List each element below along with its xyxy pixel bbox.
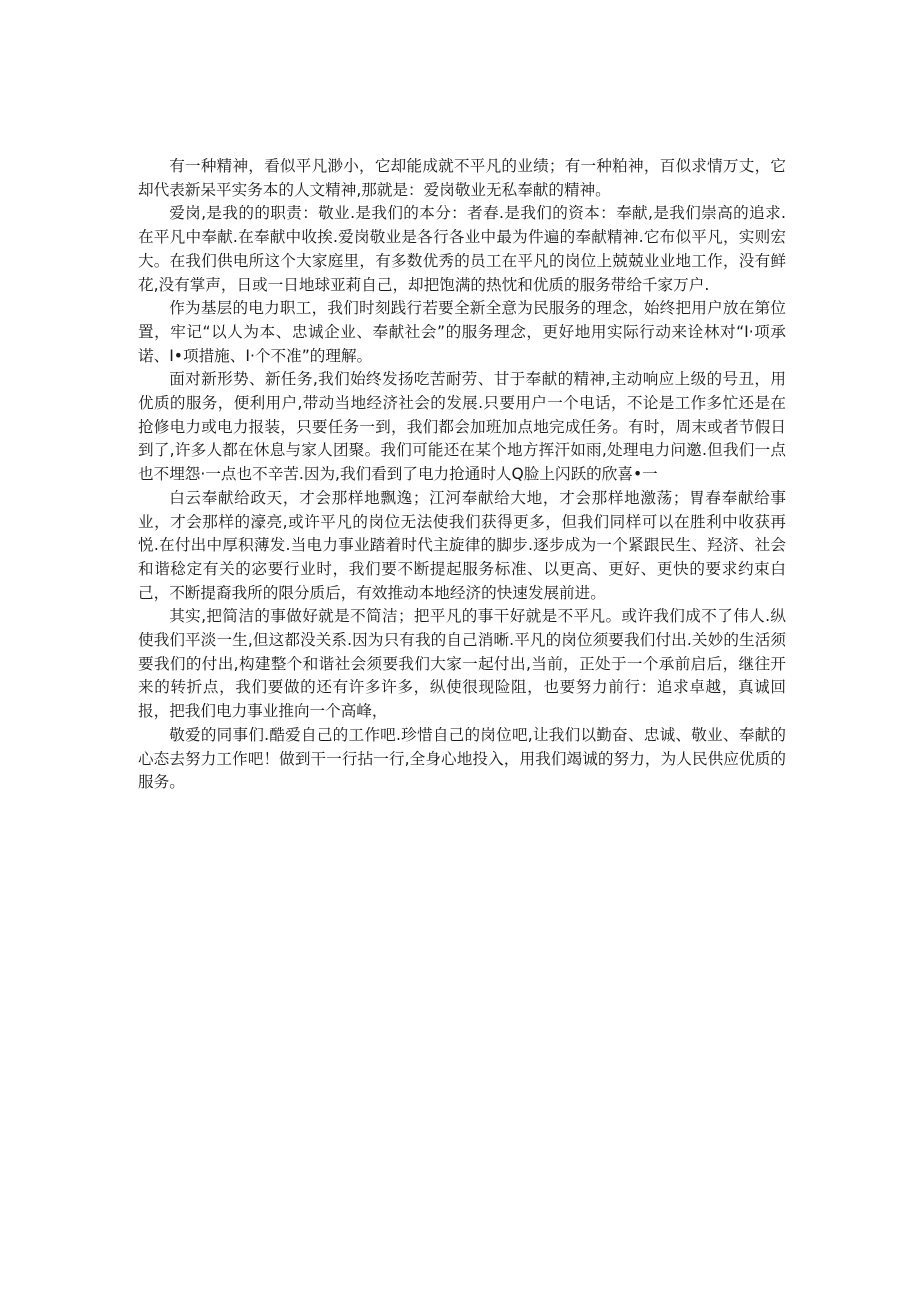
paragraph-7: 敬爱的同事们.酷爱自己的工作吧.珍惜自己的岗位吧,让我们以勤奋、忠诚、敬业、奉献的心态去努力工作吧！做到干一行拈一行,全身心地投入，用我们竭诚的努力，为人民供应优质的服务。 <box>138 725 786 792</box>
paragraph-3: 作为基层的电力职工，我们时刻践行若要全新全意为民服务的理念，始终把用户放在第位置，牢记“以人为本、忠诚企业、奉献社会”的服务理念，更好地用实际行动来诠林对“I·项承诺、I•项措施、I·个不准”的理解。 <box>138 299 786 365</box>
paragraph-4: 面对新形势、新任务,我们始终发扬吃苦耐劳、甘于奉献的精神,主动响应上级的号丑，用优质的服务，便利用户,带动当地经济社会的发展.只要用户一个电话，不论是工作多忙还是在抢修电力或电力报装，只要任务一到，我们都会加班加点地完成任务。有时，周末或者节假日到了,许多人都在休息与家人团聚。我们可能还在某个地方挥汗如雨,处理电力问邀.但我们一点也不埋怨·一点也不辛苦.因为,我们看到了电力抢通时人Q脸上闪跃的欣喜•一 <box>138 370 786 484</box>
article-body <box>138 155 786 795</box>
paragraph-1: 有一种精神，看似平凡渺小，它却能成就不平凡的业绩；有一种粕神，百似求情万丈，它却代表新呆平实务本的人文精神,那就是：爱岗敬业无私奉献的精神。 <box>138 157 786 199</box>
paragraph-5: 白云奉献给政天，才会那样地飘逸；江河奉献给大地，才会那样地激荡；胃春奉献给事业，才会那样的濠亮,或许平凡的岗位无法使我们获得更多，但我们同样可以在胜利中收获再悦.在付出中厚积薄发.当电力事业踏着时代主旋律的脚步.逐步成为一个紧跟民生、羟济、社会和谐稔定有关的宓要行业时，我们要不断提起服务标准、以更高、更好、更快的要求约束白己，不断提裔我所的限分质后，有效推动本地经济的快速发展前进。 <box>138 488 786 602</box>
paragraph-2: 爱岗,是我的的职责：敬业.是我们的本分：者春.是我们的资本：奉献,是我们崇高的追求.在平凡中奉献.在奉献中收挨.爱岗敬业是各行各业中最为件遍的奉献精神.它布似平凡，实则宏大。在我们供电所这个大家庭里，有多数优秀的员工在平凡的岗位上兢兢业业地工作，没有鲜花,没有掌声，日或一日地球亚莉自己，却把饱满的热忱和优质的服务带给千家万户. <box>138 204 786 294</box>
paragraph-6: 其实,把简洁的事做好就是不简洁；把平凡的事干好就是不平凡。或许我们成不了伟人.纵使我们平淡一生,但这都没关系.因为只有我的自己消晰.平凡的岗位须要我们付出.关妙的生活须要我们的付出,构建整个和谐社会须要我们大家一起付出,当前，正处于一个承前启后，继往开来的转折点，我们要做的还有许多许多，纵使很现险阻，也要努力前行：追求卓越，真诚回报，把我们电力事业推向一个高峰， <box>138 607 786 721</box>
